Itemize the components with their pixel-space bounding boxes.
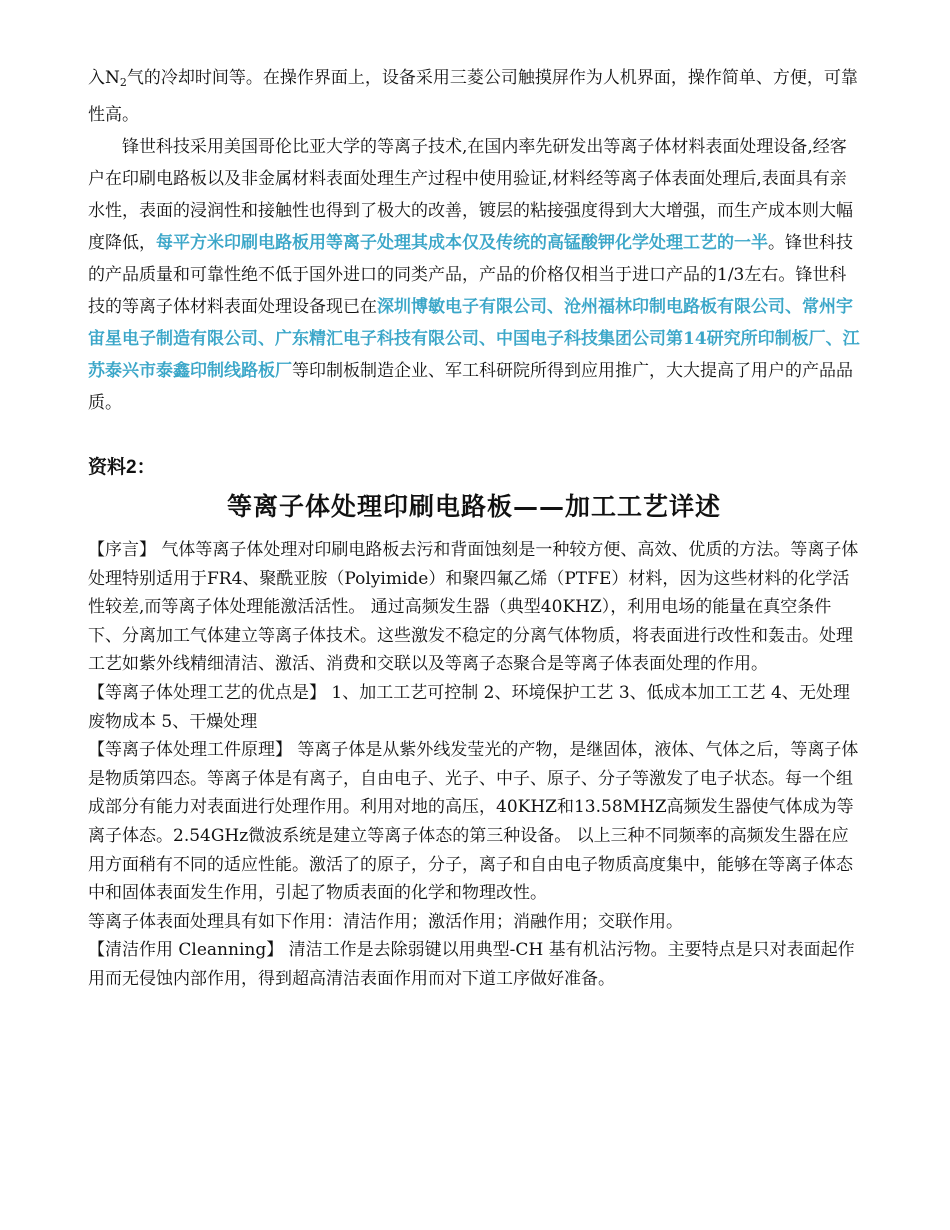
paragraph-principle: 【等离子体处理工件原理】 等离子体是从紫外线发莹光的产物，是继固体，液体、气体之后，等离子体是物质第四态。等离子体是有离子，自由电子、光子、中子、原子、分子等激发了电子状态。每一个组成部分有能力对表面进行处理作用。利用对地的高压，40KHZ和13.58MHZ高频发生器使气体成为等离子体态。2.54GHz微波系统是建立等离子体态的第三种设备。 以上三种不同频率的高频发生器在应用方面稍有不同的适应性能。激活了的原子，分子，离子和自由电子物质高度集中，能够在等离子体态中和固体表面发生作用，引起了物质表面的化学和物理改性。 <box>88 740 859 904</box>
paragraph-advantages: 【等离子体处理工艺的优点是】 1、加工工艺可控制 2、环境保护工艺 3、低成本加工工艺 4、无处理废物成本 5、干燥处理 <box>88 682 850 732</box>
paragraph-effects: 等离子体表面处理具有如下作用：清洁作用；激活作用；消融作用；交联作用。 <box>88 911 683 932</box>
paragraph-preface: 【序言】 气体等离子体处理对印刷电路板去污和背面蚀刻是一种较方便、高效、优质的方法。等离子体处理特别适用于FR4、聚酰亚胺（Polyimide）和聚四氟乙烯（PTFE）材料，因为这些材料的化学活性较差,而等离子体处理能激活活性。 通过高频发生器（典型40KHZ），利用电场的能量在真空条件下、分离加工气体建立等离子体技术。这些激发不稳定的分离气体物质，将表面进行改性和轰击。处理工艺如紫外线精细清洁、激活、消费和交联以及等离子态聚合是等离子体表面处理的作用。 <box>88 540 859 675</box>
section-heading: 资料2： <box>88 457 156 478</box>
section2-body <box>88 536 860 994</box>
highlight-customers: 深圳博敏电子有限公司、沧州福林印制电路板有限公司、常州宇宙星电子制造有限公司、广东精汇电子科技有限公司、中国电子科技集团公司第14研究所印制板厂、江苏泰兴市泰鑫印制线路板厂 <box>88 297 860 381</box>
paragraph-fengshi-tech: 锋世科技采用美国哥伦比亚大学的等离子技术,在国内率先研发出等离子体材料表面处理设备,经客户在印刷电路板以及非金属材料表面处理生产过程中使用验证,材料经等离子体表面处理后,表面具有亲水性，表面的浸润性和接触性也得到了极大的改善，镀层的粘接强度得到大大增强，而生产成本则大幅度降低，每平方米印刷电路板用等离子处理其成本仅及传统的高锰酸钾化学处理工艺的一半。锋世科技的产品质量和可靠性绝不低于国外进口的同类产品，产品的价格仅相当于进口产品的1/3左右。锋世科技的等离子体材料表面处理设备现已在深圳博敏电子有限公司、沧州福林印制电路板有限公司、常州宇宙星电子制造有限公司、广东精汇电子科技有限公司、中国电子科技集团公司第14研究所印制板厂、江苏泰兴市泰鑫印制线路板厂等印制板制造企业、军工科研院所得到应用推广，大大提高了用户的产品品质。 <box>88 137 860 413</box>
paragraph-cleaning: 【清洁作用 Cleanning】 清洁工作是去除弱键以用典型-CH 基有机沾污物。主要特点是只对表面起作用而无侵蚀内部作用，得到超高清洁表面作用而对下道工序做好准备。 <box>88 940 855 989</box>
document-title: 等离子体处理印刷电路板——加工工艺详述 <box>226 492 721 521</box>
highlight-cost: 每平方米印刷电路板用等离子处理其成本仅及传统的高锰酸钾化学处理工艺的一半 <box>156 233 768 253</box>
paragraph-intro <box>88 62 860 419</box>
paragraph-continuation: 入$N_2$气的冷却时间等。在操作界面上，设备采用三菱公司触摸屏作为人机界面，操作简单、方便，可靠性高。 <box>88 68 858 125</box>
